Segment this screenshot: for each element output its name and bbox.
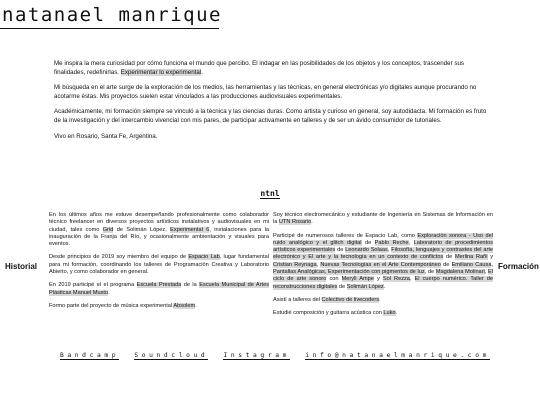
inline-link[interactable]: Merlina Rañi	[454, 254, 488, 261]
intro-p1-text: Me inspira la mera curiosidad por cómo funciona el mundo que percibo. El indagar en las posibilidades de los objetos y los conceptos, trascender sus finalidades, redefinirlas.	[54, 60, 464, 76]
inline-link[interactable]: Escuela Prestada	[136, 282, 182, 289]
inline-link[interactable]: Emiliano Causa	[451, 261, 492, 268]
separator-mark[interactable]: ntnl	[260, 189, 280, 198]
inline-link[interactable]: Absolem	[173, 302, 196, 309]
inline-link[interactable]: Luko	[383, 310, 396, 317]
footer-link[interactable]: Instagram	[223, 352, 290, 359]
intro-paragraph-1	[54, 60, 490, 77]
inline-link[interactable]: Escuela Municipal de Artes Plásticas Manuel Musto	[49, 282, 269, 296]
paragraph-text: de la	[181, 282, 200, 289]
separator	[0, 189, 540, 198]
inline-link[interactable]: Magdalena Molinari	[435, 269, 485, 276]
formacion-paragraph	[273, 310, 493, 317]
paragraph-text: .	[395, 310, 398, 317]
inline-link[interactable]: Meryll Ampe	[341, 276, 374, 283]
inline-link[interactable]: El cuerpo numérico. Taller de reconstrucciones digitales	[273, 276, 493, 290]
historial-paragraph	[49, 254, 269, 276]
site-title[interactable]: natanael manrique	[2, 4, 222, 26]
inline-link[interactable]: Sol Rezza	[382, 276, 410, 283]
inline-link[interactable]: Experimental 6	[170, 226, 210, 233]
paragraph-text: En 2019 participé el el programa	[49, 282, 137, 289]
historial-paragraph	[49, 303, 269, 310]
paragraph-text: , lugar fundamental para mi formación, coordinando los talleres de Programación Creativa y Laboratorio Abierto, y como colaborador en general.	[49, 254, 269, 276]
paragraph-text: ,	[408, 239, 414, 246]
formacion-column	[273, 212, 493, 324]
title-underline	[0, 28, 219, 29]
paragraph-text: ,	[484, 269, 489, 276]
footer-link[interactable]: Soundcloud	[134, 352, 209, 359]
paragraph-text: Estudié composición y guitarra acústica con	[273, 310, 384, 317]
intro-text	[54, 60, 490, 148]
paragraph-text: .	[379, 296, 381, 303]
paragraph-text: Soy técnico electromecánico y estudiante de Ingeniería en Sistemas de Información en la	[273, 212, 493, 226]
inline-link[interactable]: Colectivo de livecoders	[321, 296, 380, 303]
footer-link[interactable]: info@natanaelmanrique.com	[305, 352, 490, 359]
inline-link[interactable]: UTN Rosario	[278, 219, 312, 226]
formacion-paragraph	[273, 233, 493, 291]
inline-link[interactable]: Filosofía, lenguajes y contrastes del arte electrónico y El arte y la tecnología en un contexto de conflictos	[273, 247, 493, 261]
inline-link[interactable]: Pantallas Analógicas, Experimentación con pigmentos de luz	[273, 269, 425, 276]
paragraph-text: , de	[424, 269, 436, 276]
inline-link[interactable]: Solimán López	[346, 283, 384, 290]
paragraph-text: En los últimos años me estuve desempeñando profesionalmente como colaborador técnico freelancer en diversos proyectos artísticos instalativos y audiovisuales en mi ciudad, tales como	[49, 212, 269, 233]
paragraph-text: de Solimán López,	[113, 226, 171, 233]
paragraph-text: de	[335, 247, 346, 254]
paragraph-text: Asistí a talleres del	[273, 296, 322, 303]
intro-paragraph-3: Académicamente, mi formación siempre se vinculó a la técnica y las ciencias duras. Como artista y curioso en general, soy autodidacta. Mi formación es fruto de la investigación y del intercambio vivencial con mis pares, de participar activamente en talleres y de ser un ávido consumidor de tutoriales.	[54, 108, 487, 124]
formacion-paragraph	[273, 212, 493, 227]
inline-link[interactable]: Espacio Lab	[188, 254, 220, 261]
paragraph-text: .	[311, 219, 313, 226]
paragraph-text: .	[383, 283, 386, 290]
paragraph-text: con	[326, 276, 342, 283]
paragraph-text: de	[361, 239, 375, 246]
paragraph-text: Participé de numerosos talleres de Espacio Lab, como	[273, 232, 418, 239]
paragraph-text: .	[108, 289, 110, 296]
intro-paragraph-4: Vivo en Rosario, Santa Fe, Argentina.	[54, 132, 158, 140]
inline-link[interactable]: Nuevas Tecnologías en el Arte Contemporáneo	[320, 261, 441, 268]
inline-link[interactable]: Cristian Reynaga	[273, 261, 317, 268]
historial-paragraph	[49, 212, 269, 248]
inline-link[interactable]: Laboratorio de procedimientos artísticos experimentales	[273, 239, 493, 254]
paragraph-text: ,	[491, 261, 493, 268]
inline-link[interactable]: Leonardo Solaas	[345, 247, 388, 254]
paragraph-text: ,	[316, 261, 321, 268]
inline-link[interactable]: El ciclo de arte sonoro	[273, 269, 494, 283]
intro-paragraph-2: Mi búsqueda en el arte surge de la exploración de los medios, las herramientas y las técnicas, en general electrónicas y/o digitales aunque procurando no acotarme éstas. Mis proyectos suelen estar vinculados a las producciones audiovisuales experimentales.	[54, 84, 477, 100]
footer-link[interactable]: Bandcamp	[60, 352, 120, 359]
paragraph-text: Desde principios de 2019 soy miembro del equipo de	[49, 254, 189, 261]
paragraph-text: ,	[409, 276, 415, 283]
paragraph-text: de	[337, 283, 347, 290]
formacion-paragraph	[273, 297, 493, 304]
paragraph-text: .	[195, 302, 197, 309]
paragraph-text: de	[443, 254, 455, 261]
inline-link[interactable]: Pablo Reche	[374, 239, 409, 246]
section-title-formacion: Formación	[498, 262, 539, 271]
paragraph-text: ,	[387, 247, 392, 254]
historial-paragraph	[49, 282, 269, 297]
section-title-historial: Historial	[5, 262, 38, 271]
paragraph-text: de	[440, 261, 452, 268]
footer-links	[60, 352, 490, 360]
paragraph-text: y	[373, 276, 383, 283]
inline-link[interactable]: Grid	[102, 226, 114, 233]
intro-p1-end: .	[201, 68, 203, 76]
paragraph-text: y	[487, 254, 493, 261]
inline-link[interactable]: Exploración sonora - Uso del ruido analógico y el glitch digital	[273, 232, 493, 246]
paragraph-text: Formo parte del proyecto de música experimental	[49, 302, 174, 309]
experimentar-link[interactable]: Experimentar lo experimental	[120, 68, 202, 76]
historial-column	[49, 212, 269, 316]
paragraph-text: , instalaciones para la inauguración de la Franja del Río, y ocasionalmente ambientación y visuales para eventos.	[49, 226, 269, 248]
